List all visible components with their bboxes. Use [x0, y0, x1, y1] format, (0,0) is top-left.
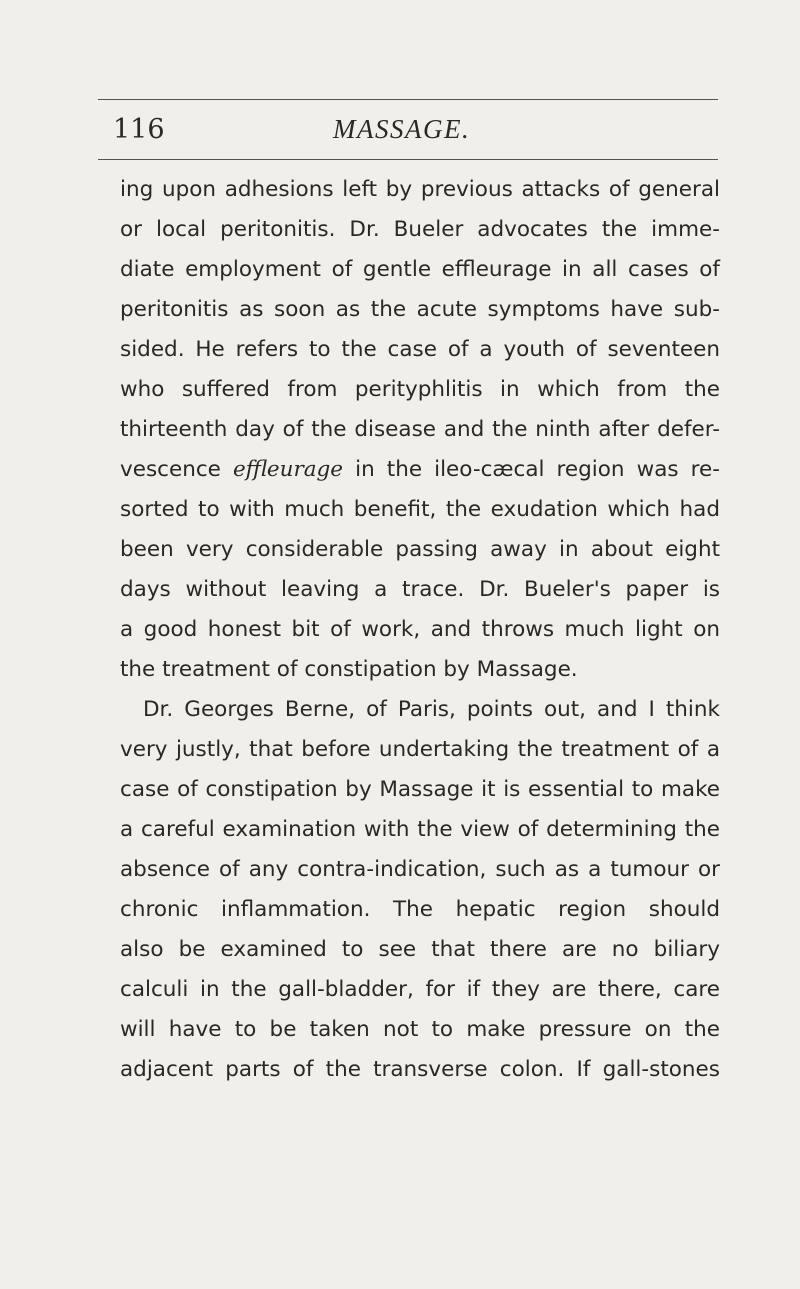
page-number: 116 [113, 114, 165, 145]
text-line: or local peritonitis. Dr. Bueler advocates the imme- [120, 217, 720, 242]
running-title: MASSAGE. [333, 114, 471, 144]
text-fragment: in the ileo-cæcal region was re- [343, 457, 720, 482]
text-line: a good honest bit of work, and throws much light on [120, 617, 720, 642]
text-line: case of constipation by Massage it is essential to make [120, 777, 720, 802]
text-line: thirteenth day of the disease and the ninth after defer- [120, 417, 720, 442]
text-line: days without leaving a trace. Dr. Bueler's paper is [120, 577, 720, 602]
text-line: sided. He refers to the case of a youth of seventeen [120, 337, 720, 362]
text-line: the treatment of constipation by Massage. [120, 657, 578, 682]
text-line: diate employment of gentle effleurage in all cases of [120, 257, 720, 282]
text-line: adjacent parts of the transverse colon. If gall-stones [120, 1057, 720, 1082]
text-line: ing upon adhesions left by previous attacks of general [120, 177, 720, 202]
text-line: absence of any contra-indication, such as a tumour or [120, 857, 720, 882]
running-head [0, 108, 800, 152]
text-line [120, 450, 720, 490]
text-line: will have to be taken not to make pressure on the [120, 1017, 720, 1042]
text-line: a careful examination with the view of determining the [120, 817, 720, 842]
text-line: calculi in the gall-bladder, for if they are there, care [120, 977, 720, 1002]
text-line: who suffered from perityphlitis in which from the [120, 377, 720, 402]
text-line: Dr. Georges Berne, of Paris, points out, and I think [143, 697, 720, 722]
text-line: also be examined to see that there are no biliary [120, 937, 720, 962]
header-rule-top [98, 99, 718, 100]
text-line: been very considerable passing away in about eight [120, 537, 720, 562]
text-fragment: vescence [120, 457, 233, 482]
text-line: very justly, that before undertaking the treatment of a [120, 737, 720, 762]
text-line: chronic inflammation. The hepatic region should [120, 897, 720, 922]
header-rule-bottom [98, 159, 718, 160]
text-line: sorted to with much benefit, the exudation which had [120, 497, 720, 522]
text-line: peritonitis as soon as the acute symptoms have sub- [120, 297, 720, 322]
italic-term: effleurage [232, 457, 344, 482]
